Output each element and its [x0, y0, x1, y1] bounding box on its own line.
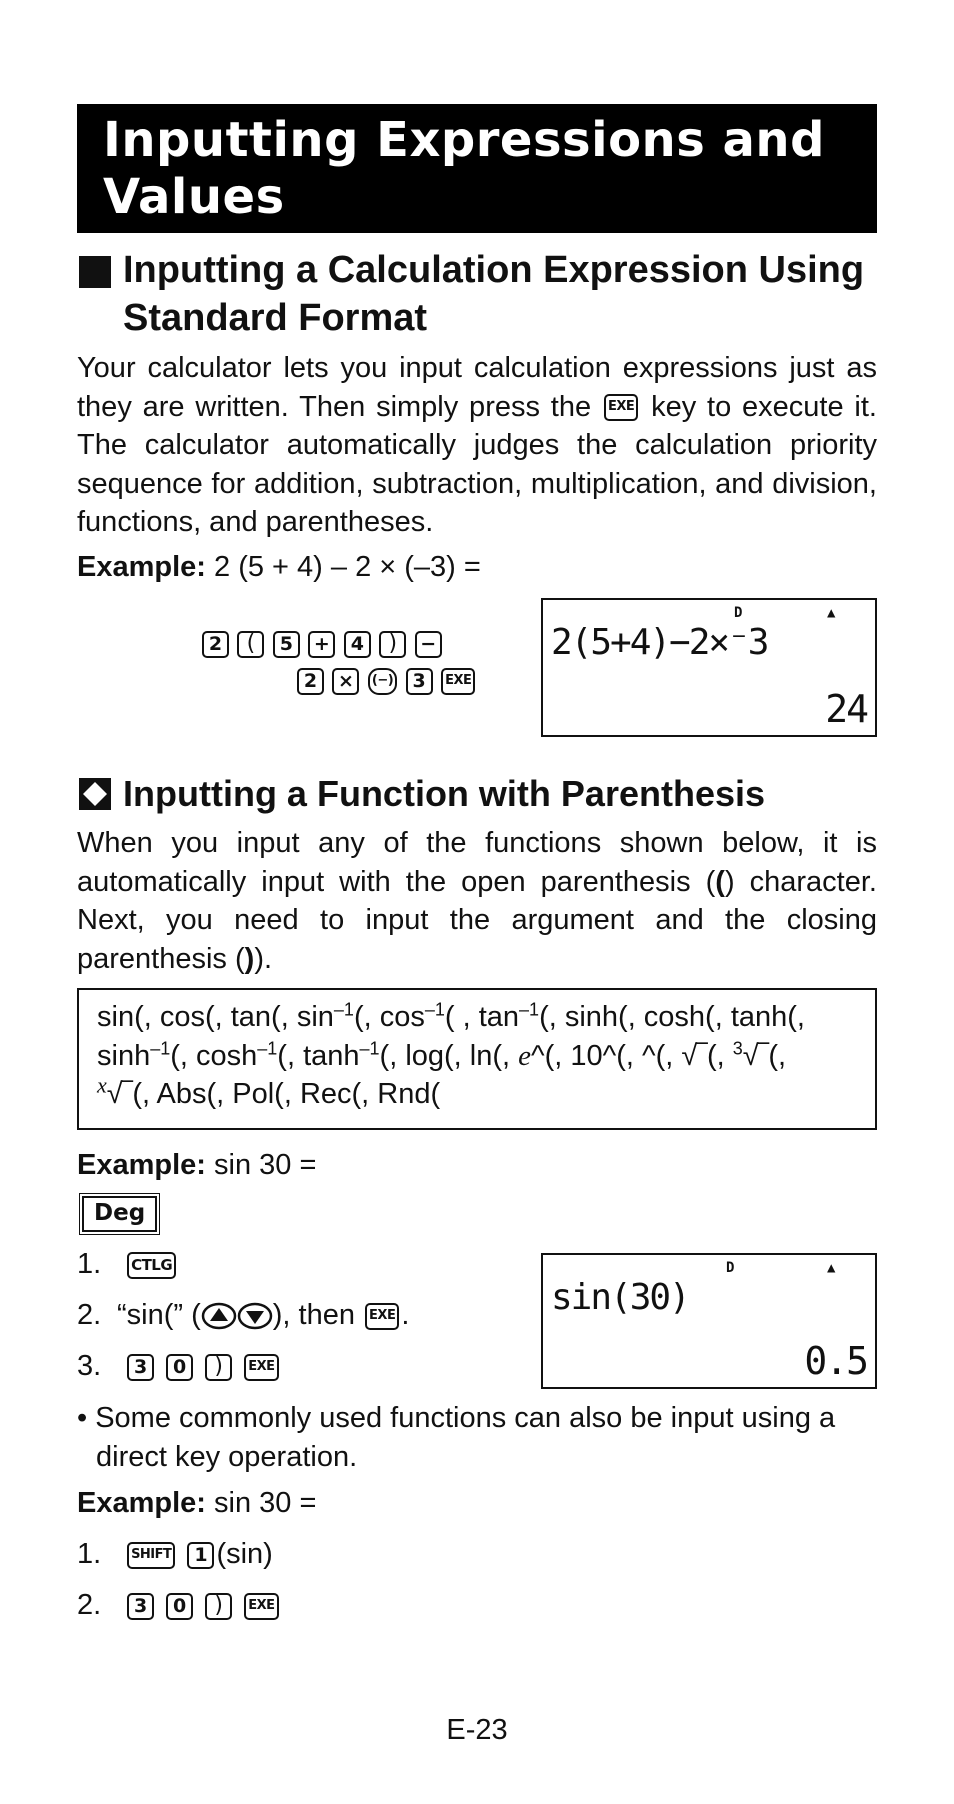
chapter-title: Inputting Expressions and Values: [77, 104, 877, 233]
display-result: 24: [825, 687, 867, 731]
key-3-icon: 3: [406, 668, 433, 695]
key-0-icon: 0: [166, 1354, 193, 1381]
section-title: Inputting a Calculation Expression Using Standard Format: [123, 249, 865, 339]
key-close-paren-icon: ): [205, 1354, 232, 1381]
key-3-icon: 3: [127, 1354, 154, 1381]
example-label: Example:: [77, 1487, 206, 1519]
key-open-paren-icon: (: [237, 631, 264, 658]
calculator-display-2: [541, 1253, 877, 1389]
exe-key-icon: EXE: [441, 668, 475, 695]
up-arrow-icon: ▲: [827, 605, 836, 621]
function-list-box: [77, 988, 877, 1130]
diamond-square-icon: [79, 778, 111, 810]
key-multiply-icon: ×: [332, 668, 359, 695]
example-1: [77, 548, 481, 586]
bullet-note: • Some commonly used functions can also be input using a direct key operation.: [77, 1402, 836, 1473]
degree-indicator: D: [726, 1260, 735, 1276]
shift-key-icon: SHIFT: [127, 1542, 175, 1569]
key-sequence-row-1: [200, 631, 444, 658]
key-0-icon: 0: [166, 1593, 193, 1620]
function-list-line-1: sin(, cos(, tan(, $\sin^{-1}$(, $\cos^{-1}$( , $\tan^{-1}$(, sinh(, cosh(, tanh(,: [97, 999, 805, 1033]
step-3: 3. 3 0 ) EXE: [77, 1347, 281, 1385]
function-paragraph: When you input any of the functions shown below, it is automatically input with the open parenthesis (() character. Next, you need to input the argument and the closing parenthesis ()).: [77, 827, 877, 975]
function-list-line-3: $^x$√‾(, Abs(, Pol(, Rec(, Rnd(: [97, 1072, 441, 1110]
example-3: [77, 1484, 316, 1522]
key-close-paren-icon: ): [379, 631, 406, 658]
filled-square-icon: [79, 256, 111, 288]
step-1: 1. CTLG: [77, 1245, 178, 1283]
up-arrow-icon: ▲: [827, 1260, 836, 1276]
key-plus-icon: +: [308, 631, 335, 658]
intro-paragraph: Your calculator lets you input calculation expressions just as they are written. Then simply press the EXE key to execute it. The calculator automatically judges the calculation priority sequence for addition, subtraction, multiplication, and division, functions, and parentheses.: [77, 352, 877, 538]
down-key-icon: [237, 1302, 273, 1330]
deg-mode-badge: Deg: [82, 1196, 157, 1232]
example-expression: sin 30 =: [214, 1487, 317, 1519]
example-label: Example:: [77, 1149, 206, 1181]
key-2-icon: 2: [202, 631, 229, 658]
key-close-paren-icon: ): [205, 1593, 232, 1620]
ctlg-key-icon: CTLG: [127, 1252, 176, 1279]
step-2: 2. “sin(” ( ), then EXE .: [77, 1299, 410, 1331]
key-negative-icon: (−): [368, 668, 397, 695]
calculator-display-1: [541, 598, 877, 737]
up-key-icon: [201, 1302, 237, 1330]
exe-key-icon: EXE: [604, 394, 638, 421]
function-list-line-2: $\sinh^{-1}$(, $\cosh^{-1}$(, $\tanh^{-1}$(, log(, ln(, e^(, 10^(, ^(, √‾(, $^3$√‾(,: [97, 1037, 787, 1072]
key-3-icon: 3: [127, 1593, 154, 1620]
example-expression: sin 30 =: [214, 1149, 317, 1181]
example-label: Example:: [77, 551, 206, 583]
display-input: 2(5+4)−2×⁻3: [551, 622, 768, 663]
key-1-icon: 1: [187, 1542, 214, 1569]
display-input: sin(30): [551, 1277, 689, 1318]
step-direct-2: 2. 3 0 ) EXE: [77, 1586, 281, 1624]
degree-indicator: D: [734, 605, 743, 621]
exe-key-icon: EXE: [244, 1593, 278, 1620]
key-minus-icon: −: [415, 631, 442, 658]
section-heading-function-parenthesis: [77, 770, 877, 818]
page-number: E-23: [446, 1714, 508, 1746]
example-2: [77, 1146, 316, 1184]
exe-key-icon: EXE: [365, 1303, 399, 1330]
key-sequence-row-2: [295, 668, 477, 695]
example-expression: 2 (5 + 4) – 2 × (–3) =: [214, 551, 481, 583]
section-title: Inputting a Function with Parenthesis: [123, 773, 766, 814]
section-heading-standard-format: [77, 246, 877, 342]
step-direct-1: 1. SHIFT 1 (sin): [77, 1538, 273, 1570]
key-5-icon: 5: [273, 631, 300, 658]
exe-key-icon: EXE: [244, 1354, 278, 1381]
key-4-icon: 4: [344, 631, 371, 658]
key-2-icon: 2: [297, 668, 324, 695]
display-result: 0.5: [804, 1339, 867, 1383]
